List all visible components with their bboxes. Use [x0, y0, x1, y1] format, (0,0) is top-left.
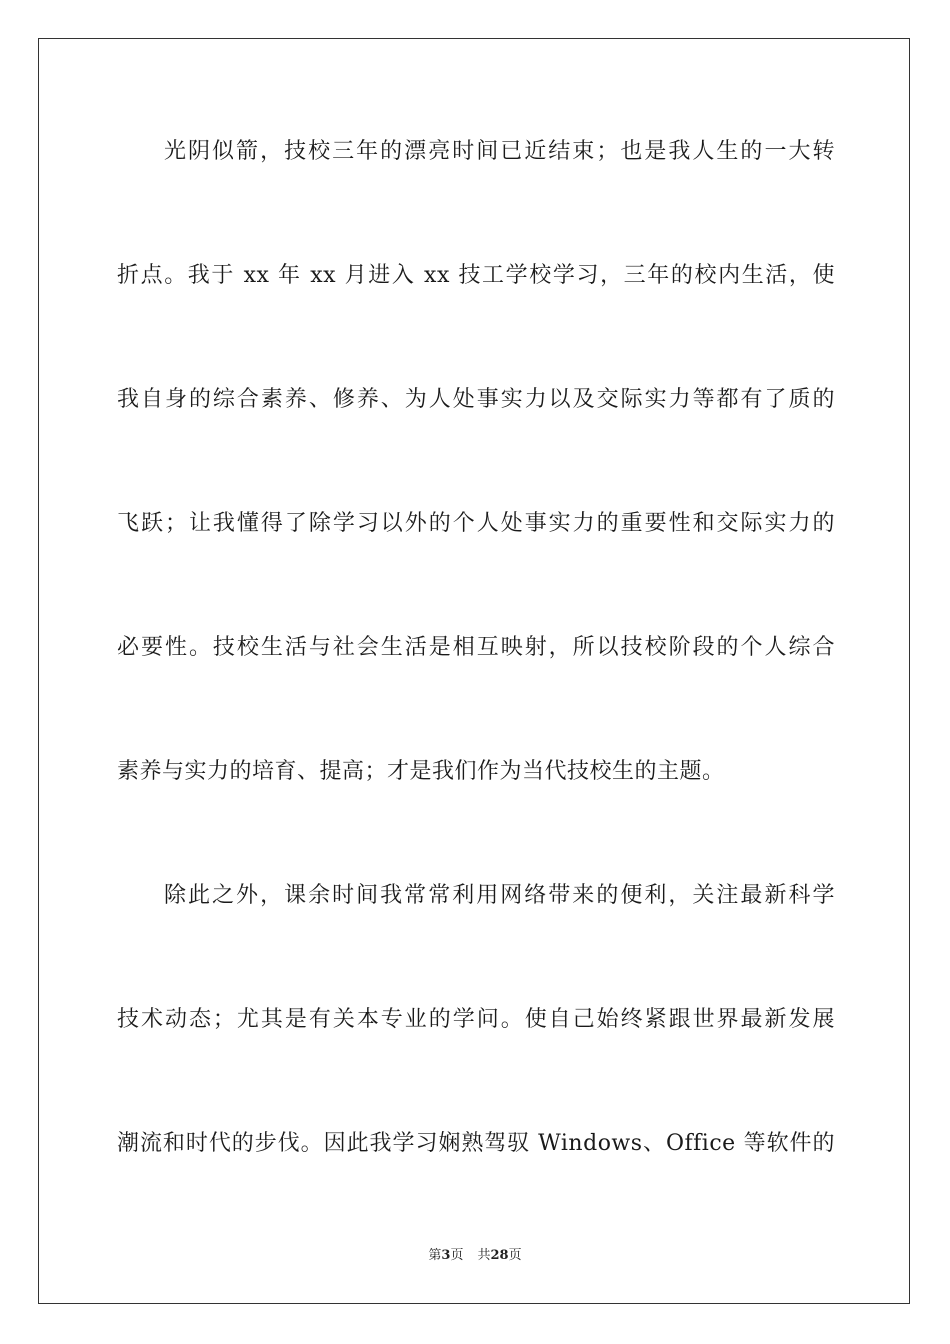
- paragraph-1-line-6: 素养与实力的培育、提高；才是我们作为当代技校生的主题。: [117, 759, 725, 784]
- paragraph-2-line-3: 潮流和时代的步伐。因此我学习娴熟驾驭 Windows、Office 等软件的: [117, 1131, 835, 1156]
- page-footer: [0, 1247, 950, 1265]
- paragraph-2-line-2: 技术动态；尤其是有关本专业的学问。使自己始终紧跟世界最新发展: [117, 1007, 835, 1032]
- page-suffix: 页: [450, 1248, 464, 1263]
- paragraph-1-line-3: 我自身的综合素养、修养、为人处事实力以及交际实力等都有了质的: [117, 387, 835, 412]
- paragraph-1-line-2: 折点。我于 xx 年 xx 月进入 xx 技工学校学习，三年的校内生活，使: [117, 263, 835, 288]
- page-prefix: 第: [428, 1248, 442, 1263]
- total-prefix: 共: [477, 1248, 491, 1263]
- paragraph-1-line-4: 飞跃；让我懂得了除学习以外的个人处事实力的重要性和交际实力的: [117, 511, 835, 536]
- paragraph-1-line-1: 光阴似箭，技校三年的漂亮时间已近结束；也是我人生的一大转: [164, 139, 835, 164]
- current-page-number: 3: [441, 1248, 451, 1263]
- page-border: [38, 38, 910, 1304]
- total-suffix: 页: [508, 1248, 522, 1263]
- paragraph-2-line-1: 除此之外，课余时间我常常利用网络带来的便利，关注最新科学: [164, 883, 835, 908]
- total-page-count: 28: [490, 1248, 509, 1263]
- paragraph-1-line-5: 必要性。技校生活与社会生活是相互映射，所以技校阶段的个人综合: [117, 635, 835, 660]
